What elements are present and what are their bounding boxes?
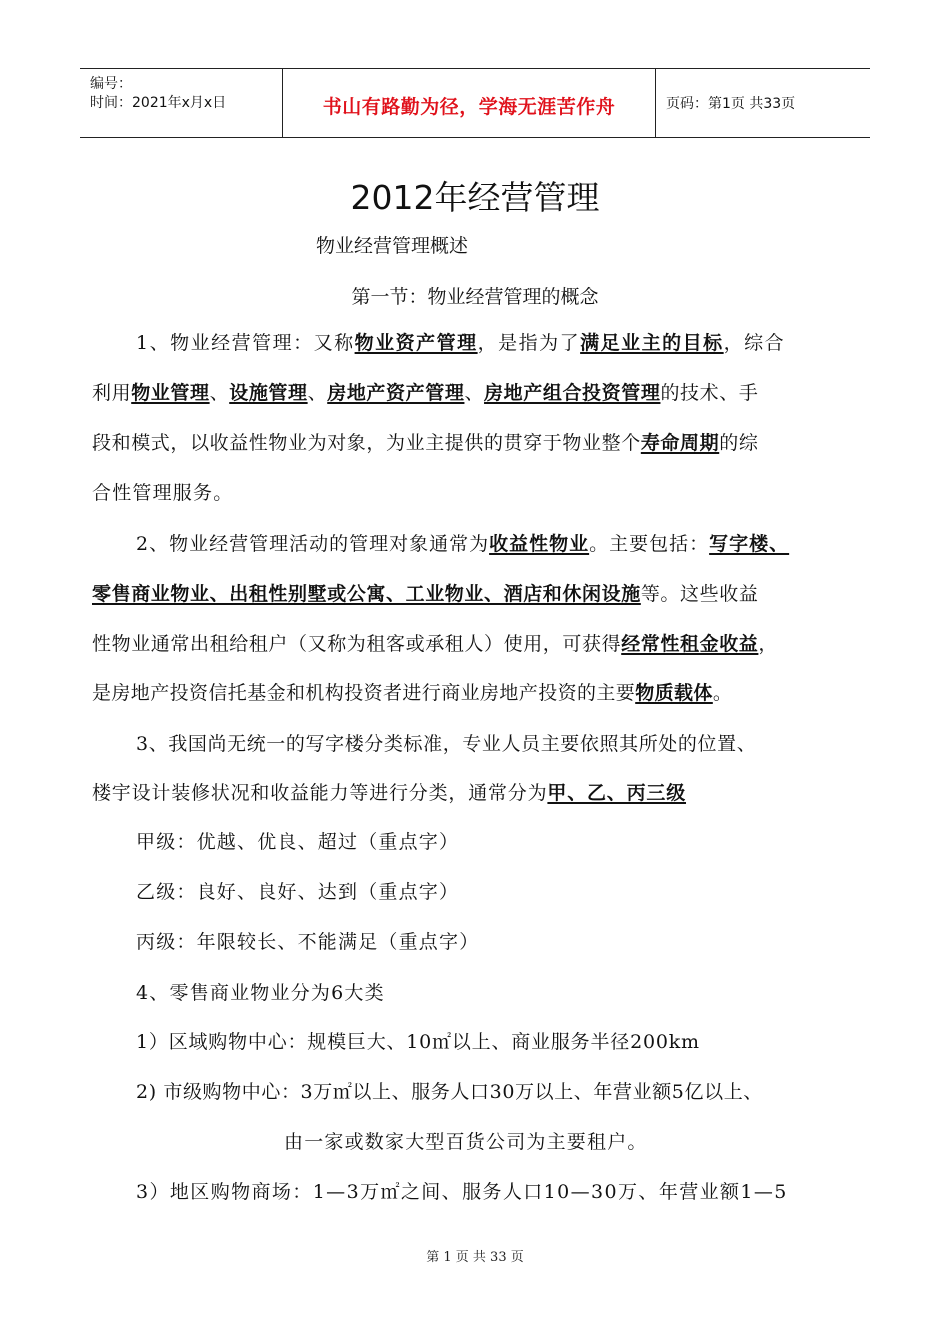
grade-b: 乙级：良好、良好、达到（重点字） — [136, 881, 460, 903]
key-term: 满足业主的目标 — [580, 332, 724, 354]
p4-item-2: 2) 市级购物中心：3万㎡以上、服务人口30万以上、年营业额5亿以上、 — [136, 1081, 763, 1103]
p4-intro: 4、零售商业物业分为6大类 — [136, 982, 385, 1004]
text: 。主要包括： — [589, 533, 710, 555]
p1-line-3 — [92, 430, 758, 456]
motto-text: 书山有路勤为径，学海无涯苦作舟 — [322, 96, 616, 118]
p1-line-1 — [136, 330, 785, 356]
p3-line-2 — [92, 780, 686, 806]
text: 利用 — [92, 382, 132, 404]
p1-line-4: 合性管理服务。 — [92, 482, 234, 504]
text: 1、物业经营管理：又称 — [136, 332, 355, 354]
text: 、 — [307, 382, 328, 404]
key-term: 经常性租金收益 — [621, 633, 759, 655]
p4-item-2-cont: 由一家或数家大型百货公司为主要租户。 — [284, 1131, 648, 1153]
key-term: 物业资产管理 — [354, 332, 478, 354]
header-left-cell — [80, 69, 282, 137]
key-term: 甲、乙、丙三级 — [547, 782, 687, 804]
page-footer: 第 1 页 共 33 页 — [426, 1250, 524, 1265]
key-term: 寿命周期 — [640, 432, 720, 454]
section-heading: 第一节：物业经营管理的概念 — [351, 286, 599, 308]
p4-item-3: 3）地区购物商场：1—3万㎡之间、服务人口10—30万、年营业额1—5 — [136, 1181, 788, 1203]
text: 段和模式，以收益性物业为对象，为业主提供的贯穿于物业整个 — [92, 432, 641, 454]
p2-line-1 — [136, 531, 789, 557]
text: 、 — [464, 382, 485, 404]
text: ，是指为了 — [477, 332, 581, 354]
text: 的技术、手 — [660, 382, 759, 404]
document-subtitle: 物业经营管理概述 — [316, 235, 469, 257]
key-term: 收益性物业 — [489, 533, 590, 555]
p2-line-3 — [92, 631, 778, 657]
header-table — [80, 68, 870, 138]
text: ，综合 — [723, 332, 786, 354]
number-label: 编号： — [90, 76, 132, 92]
header-right-cell — [656, 69, 870, 137]
page-label: 页码：第1页 共33页 — [666, 96, 796, 112]
p4-item-1: 1）区域购物中心：规模巨大、10㎡以上、商业服务半径200km — [136, 1031, 700, 1053]
key-term: 物业管理 — [131, 382, 210, 404]
key-term: 写字楼、 — [709, 533, 790, 555]
p2-line-4 — [92, 680, 732, 706]
text: 。 — [712, 682, 733, 704]
header-center-cell — [282, 69, 656, 137]
key-term: 物质载体 — [635, 682, 713, 704]
key-term: 零售商业物业、出租性别墅或公寓、工业物业、酒店和休闲设施 — [92, 583, 641, 605]
text: 2、物业经营管理活动的管理对象通常为 — [136, 533, 490, 555]
key-term: 设施管理 — [229, 382, 308, 404]
key-term: 房地产资产管理 — [327, 382, 465, 404]
p1-line-2 — [92, 380, 758, 406]
text: 等。这些收益 — [640, 583, 759, 605]
text: 的综 — [719, 432, 759, 454]
text: 、 — [209, 382, 230, 404]
key-term: 房地产组合投资管理 — [484, 382, 661, 404]
p2-line-2 — [92, 581, 758, 607]
date-label: 时间：2021年x月x日 — [90, 95, 227, 111]
p3-line-1: 3、我国尚无统一的写字楼分类标准，专业人员主要依照其所处的位置、 — [136, 733, 757, 755]
text: 性物业通常出租给租户（又称为租客或承租人）使用，可获得 — [92, 633, 622, 655]
text: ， — [758, 633, 779, 655]
grade-a: 甲级：优越、优良、超过（重点字） — [136, 831, 460, 853]
grade-c: 丙级：年限较长、不能满足（重点字） — [136, 931, 480, 953]
text: 楼宇设计装修状况和收益能力等进行分类，通常分为 — [92, 782, 548, 804]
document-title: 2012年经营管理 — [350, 178, 600, 217]
text: 是房地产投资信托基金和机构投资者进行商业房地产投资的主要 — [92, 682, 636, 704]
